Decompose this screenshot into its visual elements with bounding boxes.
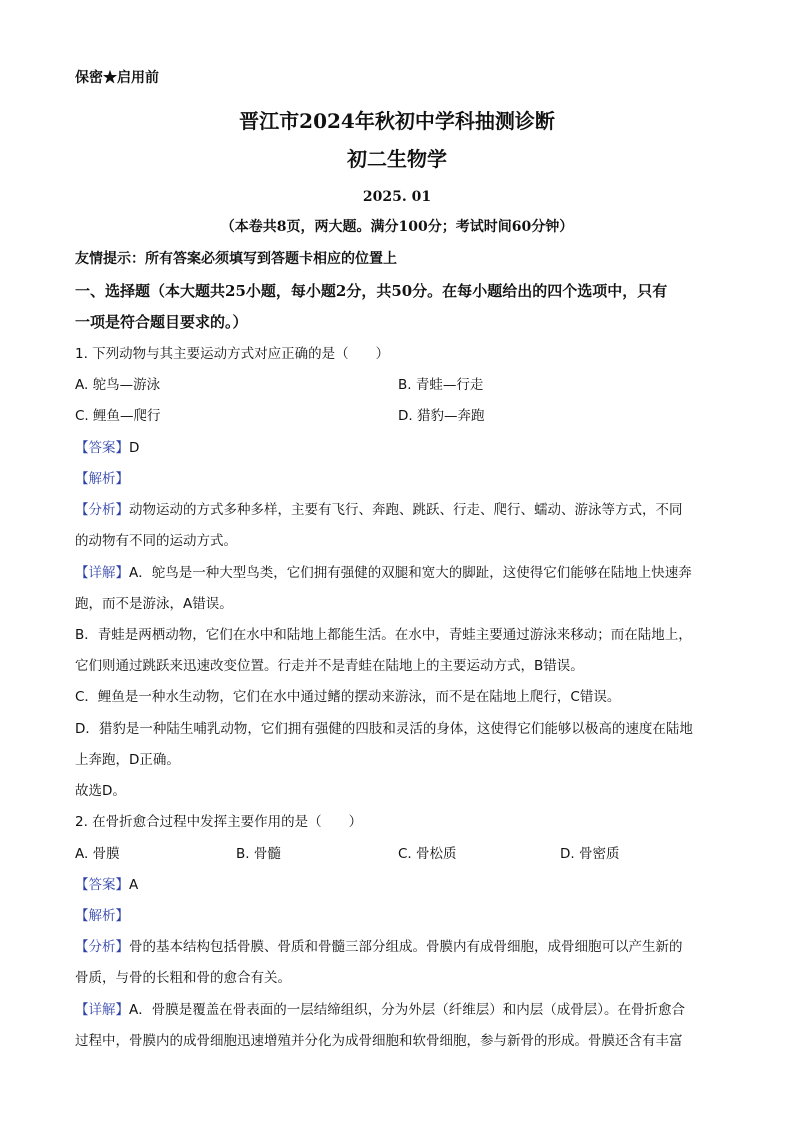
section-heading-line2: 一项是符合题目要求的。）: [75, 313, 248, 331]
q1-option-b: B. 青蛙—行走: [398, 377, 484, 393]
q2-answer: [75, 876, 138, 894]
q2-detail-text: A．骨膜是覆盖在骨表面的一层结缔组织，分为外层（纤维层）和内层（成骨层）。在骨折愈合: [129, 1002, 685, 1018]
xiangjie-tag: 【详解】: [75, 565, 129, 581]
friendly-tip: 友情提示：所有答案必须填写到答题卡相应的位置上: [75, 251, 397, 267]
q1-detail-line2: 跑，而不是游泳，A错误。: [75, 596, 233, 612]
exam-info: （本卷共8页，两大题。满分100分；考试时间60分钟）: [220, 219, 574, 235]
q1-detail-line6: D．猎豹是一种陆生哺乳动物，它们拥有强健的四肢和灵活的身体，这使得它们能够以极高的速度在陆地: [75, 721, 693, 737]
question-2-stem: 2. 在骨折愈合过程中发挥主要作用的是（ ）: [75, 814, 363, 830]
q2-detail-line1: [75, 1001, 685, 1019]
q2-option-c: C. 骨松质: [398, 846, 457, 862]
q1-analysis-tag: 【解析】: [75, 471, 129, 487]
q1-detail-text: A．鸵鸟是一种大型鸟类，它们拥有强健的双腿和宽大的脚趾，这使得它们能够在陆地上快速奔: [129, 565, 692, 581]
q1-fenxi-text: 动物运动的方式多种多样，主要有飞行、奔跑、跳跃、行走、爬行、蠕动、游泳等方式，不同: [129, 502, 683, 518]
question-1-stem: 1. 下列动物与其主要运动方式对应正确的是（ ）: [75, 346, 390, 362]
fenxi-tag: 【分析】: [75, 502, 129, 518]
answer-tag: 【答案】: [75, 877, 129, 893]
q1-option-a: A. 鸵鸟—游泳: [75, 377, 161, 393]
q2-option-d: D. 骨密质: [560, 846, 620, 862]
confidential-label: 保密★启用前: [75, 70, 159, 86]
q1-detail-line5: C．鲤鱼是一种水生动物，它们在水中通过鳍的摆动来游泳，而不是在陆地上爬行，C错误。: [75, 689, 621, 705]
subject-title: 初二生物学: [347, 147, 447, 171]
q2-fenxi-text: 骨的基本结构包括骨膜、骨质和骨髓三部分组成。骨膜内有成骨细胞，成骨细胞可以产生新的: [129, 939, 683, 955]
q1-answer-value: D: [129, 440, 140, 456]
q2-option-b: B. 骨髓: [236, 846, 281, 862]
q2-fenxi-line1: [75, 938, 683, 956]
q1-fenxi-line1: [75, 501, 683, 519]
q1-conclusion: 故选D。: [75, 783, 126, 799]
q2-analysis-tag: 【解析】: [75, 908, 129, 924]
xiangjie-tag: 【详解】: [75, 1002, 129, 1018]
q1-answer: [75, 439, 139, 457]
q1-option-d: D. 猎豹—奔跑: [398, 408, 485, 424]
q2-option-a: A. 骨膜: [75, 846, 120, 862]
q1-fenxi-line2: 的动物有不同的运动方式。: [75, 533, 237, 549]
q1-option-c: C. 鲤鱼—爬行: [75, 408, 161, 424]
q2-answer-value: A: [129, 877, 139, 893]
section-heading-line1: 一、选择题（本大题共25小题，每小题2分，共50分。在每小题给出的四个选项中，只有: [75, 282, 668, 300]
q1-detail-line3: B．青蛙是两栖动物，它们在水中和陆地上都能生活。在水中，青蛙主要通过游泳来移动；而在陆地上，: [75, 627, 692, 643]
exam-title: 晋江市2024年秋初中学科抽测诊断: [239, 109, 555, 133]
q1-detail-line7: 上奔跑，D正确。: [75, 752, 180, 768]
fenxi-tag: 【分析】: [75, 939, 129, 955]
answer-tag: 【答案】: [75, 440, 129, 456]
q1-detail-line1: [75, 564, 692, 582]
q2-fenxi-line2: 骨质，与骨的长粗和骨的愈合有关。: [75, 970, 291, 986]
q1-detail-line4: 它们则通过跳跃来迅速改变位置。行走并不是青蛙在陆地上的主要运动方式，B错误。: [75, 658, 584, 674]
exam-date: 2025. 01: [362, 189, 432, 205]
q2-detail-line2: 过程中，骨膜内的成骨细胞迅速增殖并分化为成骨细胞和软骨细胞，参与新骨的形成。骨膜还含有丰富: [75, 1033, 683, 1049]
